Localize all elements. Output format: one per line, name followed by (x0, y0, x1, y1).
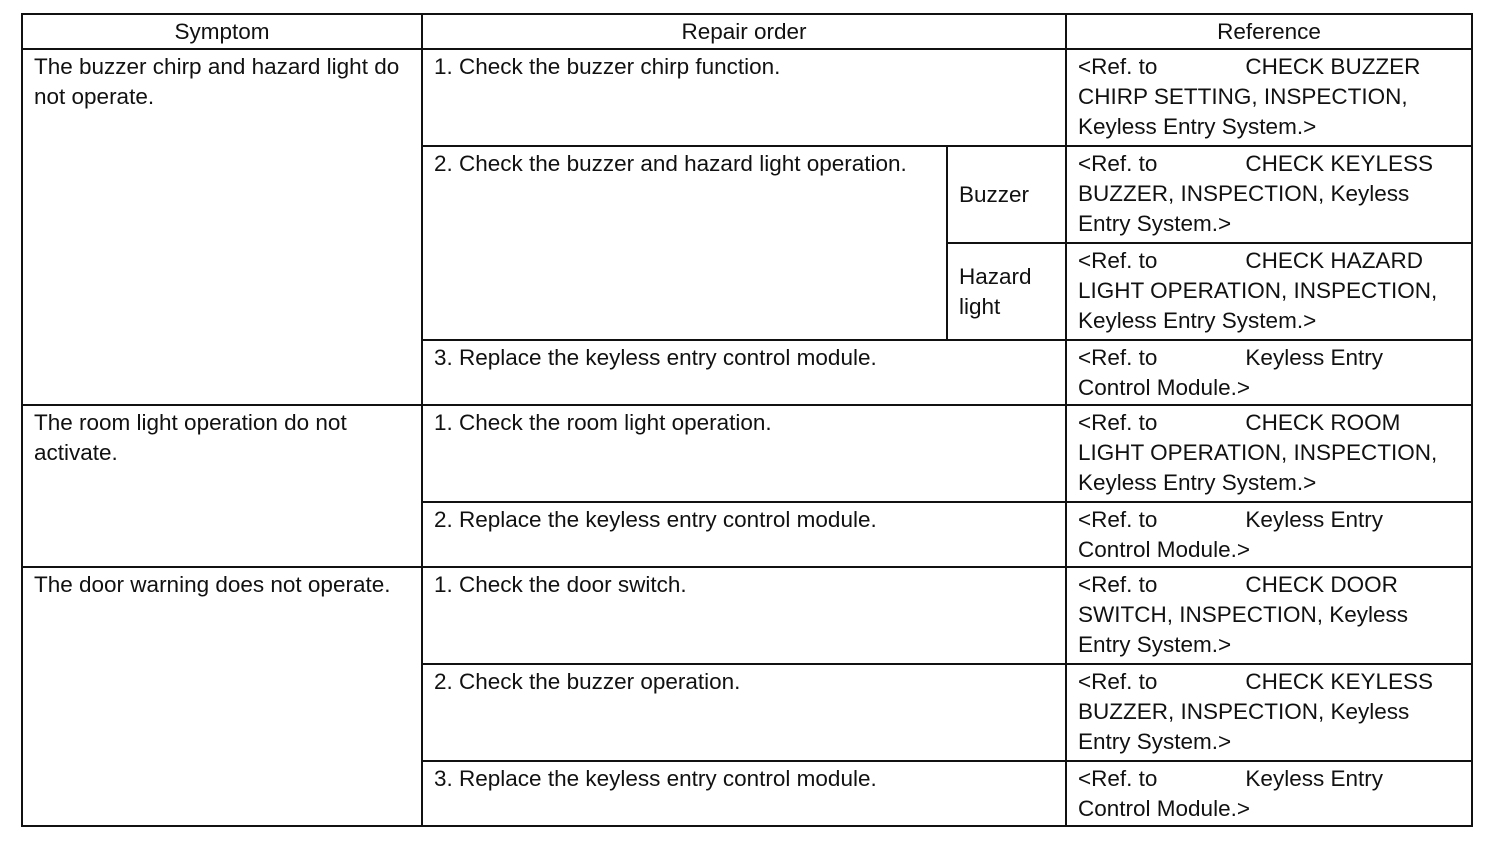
ref-target: CHECK DOOR SWITCH, INSPECTION, Keyless Entry System.> (1078, 572, 1409, 657)
ref-prefix: <Ref. to (1078, 248, 1158, 273)
reference-cell (1066, 49, 1472, 146)
reference-cell (1066, 146, 1472, 243)
reference-cell (1066, 761, 1472, 826)
ref-target: CHECK HAZARD LIGHT OPERATION, INSPECTION, Keyless Entry System.> (1078, 248, 1438, 333)
ref-target: CHECK BUZZER CHIRP SETTING, INSPECTION, Keyless Entry System.> (1078, 54, 1421, 139)
reference-cell (1066, 405, 1472, 502)
header-reference: Reference (1066, 14, 1472, 49)
symptom-cell: The room light operation do not activate. (22, 405, 422, 567)
ref-prefix: <Ref. to (1078, 410, 1158, 435)
reference-cell (1066, 567, 1472, 664)
reference-cell (1066, 243, 1472, 340)
ref-target: Keyless Entry Control Module.> (1078, 766, 1383, 821)
ref-prefix: <Ref. to (1078, 151, 1158, 176)
header-symptom: Symptom (22, 14, 422, 49)
ref-target: CHECK ROOM LIGHT OPERATION, INSPECTION, Keyless Entry System.> (1078, 410, 1438, 495)
table-row (22, 567, 1472, 664)
table-row (22, 405, 1472, 502)
ref-target: Keyless Entry Control Module.> (1078, 507, 1383, 562)
ref-prefix: <Ref. to (1078, 345, 1158, 370)
ref-prefix: <Ref. to (1078, 766, 1158, 791)
ref-target: CHECK KEYLESS BUZZER, INSPECTION, Keyless Entry System.> (1078, 669, 1433, 754)
repair-step: 3. Replace the keyless entry control module. (422, 340, 1066, 405)
repair-step: 2. Replace the keyless entry control module. (422, 502, 1066, 567)
ref-prefix: <Ref. to (1078, 572, 1158, 597)
troubleshooting-table (21, 13, 1473, 827)
sub-item-label: Hazard light (947, 243, 1066, 340)
ref-prefix: <Ref. to (1078, 507, 1158, 532)
table-row (22, 49, 1472, 146)
ref-target: CHECK KEYLESS BUZZER, INSPECTION, Keyless Entry System.> (1078, 151, 1433, 236)
repair-step: 2. Check the buzzer operation. (422, 664, 1066, 761)
header-row (22, 14, 1472, 49)
symptom-cell: The door warning does not operate. (22, 567, 422, 826)
header-repair-order: Repair order (422, 14, 1066, 49)
reference-cell (1066, 340, 1472, 405)
sub-item-label: Buzzer (947, 146, 1066, 243)
ref-target: Keyless Entry Control Module.> (1078, 345, 1383, 400)
repair-step: 1. Check the room light operation. (422, 405, 1066, 502)
repair-step: 1. Check the door switch. (422, 567, 1066, 664)
repair-step: 2. Check the buzzer and hazard light operation. (422, 146, 947, 340)
ref-prefix: <Ref. to (1078, 54, 1158, 79)
reference-cell (1066, 664, 1472, 761)
symptom-cell: The buzzer chirp and hazard light do not operate. (22, 49, 422, 405)
reference-cell (1066, 502, 1472, 567)
repair-step: 3. Replace the keyless entry control module. (422, 761, 1066, 826)
ref-prefix: <Ref. to (1078, 669, 1158, 694)
repair-step: 1. Check the buzzer chirp function. (422, 49, 1066, 146)
